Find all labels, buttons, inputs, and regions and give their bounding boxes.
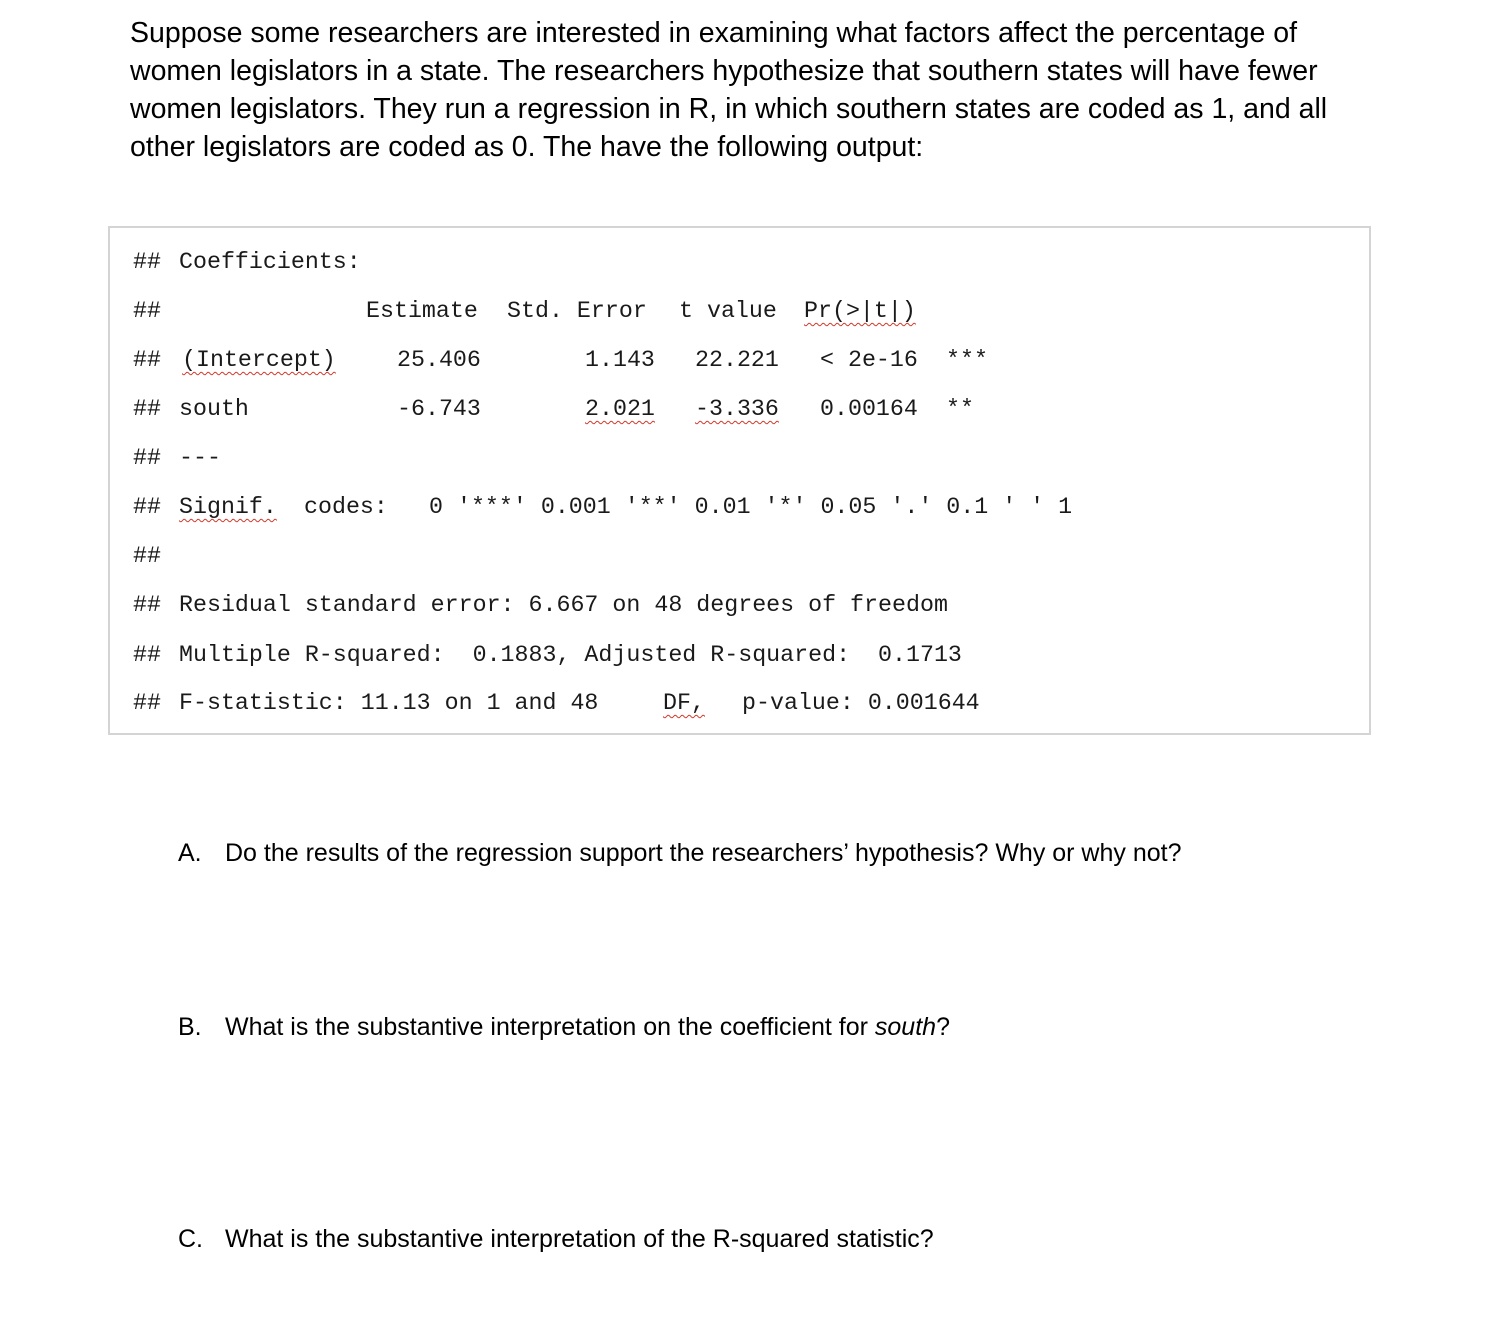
fstat-line (110, 688, 980, 718)
intro-line: Suppose some researchers are interested in examining what factors affect the percentage of (130, 17, 1298, 49)
rsquared-text: Multiple R-squared: 0.1883, Adjusted R-squared: 0.1713 (179, 642, 962, 668)
row-name: south (179, 396, 249, 422)
intro-line: other legislators are coded as 0. The have the following output: (130, 131, 924, 163)
fstat-df: DF, (663, 690, 705, 716)
comment-prefix: ## (133, 690, 161, 716)
row-t-value: -3.336 (695, 396, 779, 422)
question-text-italic: south (874, 1013, 937, 1041)
row-stars: *** (946, 347, 988, 373)
problem-statement (130, 14, 1370, 166)
comment-prefix: ## (133, 347, 161, 373)
question-text-after: ? (936, 1013, 950, 1041)
comment-prefix: ## (133, 642, 161, 668)
regression-output-box (108, 226, 1371, 735)
row-name: (Intercept) (182, 347, 336, 373)
residual-line (110, 590, 948, 620)
comment-prefix: ## (133, 249, 161, 275)
question-text-before: What is the substantive interpretation on the coefficient for (225, 1013, 875, 1041)
question-text: What is the substantive interpretation of the R-squared statistic? (225, 1225, 934, 1253)
header-line (110, 296, 916, 326)
comment-prefix: ## (133, 396, 161, 422)
separator-line (110, 443, 221, 473)
rsquared-line (110, 640, 962, 670)
comment-prefix: ## (133, 445, 161, 471)
fstat-pvalue: p-value: 0.001644 (742, 690, 980, 716)
blank-line (110, 541, 166, 571)
row-std-error: 1.143 (585, 347, 655, 373)
comment-prefix: ## (133, 494, 161, 520)
separator: --- (179, 445, 221, 471)
header-std-error: Std. Error (507, 298, 647, 324)
row-p-value: 0.00164 (820, 396, 918, 422)
question-letter: A. (178, 839, 202, 867)
signif-codes-line (110, 492, 1073, 522)
table-row (110, 394, 974, 424)
question-text: Do the results of the regression support the researchers’ hypothesis? Why or why not? (225, 839, 1182, 867)
question-letter: C. (178, 1225, 203, 1253)
row-stars: ** (946, 396, 974, 422)
residual-text: Residual standard error: 6.667 on 48 degrees of freedom (179, 592, 948, 618)
row-p-value: < 2e-16 (820, 347, 918, 373)
comment-prefix: ## (133, 298, 161, 324)
header-estimate: Estimate (366, 298, 478, 324)
signif-codes: 0 '***' 0.001 '**' 0.01 '*' 0.05 '.' 0.1 ' ' 1 (429, 494, 1073, 520)
table-row (110, 345, 988, 375)
comment-prefix: ## (133, 592, 161, 618)
header-p-value: Pr(>|t|) (804, 298, 916, 324)
row-estimate: 25.406 (397, 347, 481, 373)
question-text (225, 1011, 950, 1043)
question-letter: B. (178, 1013, 202, 1041)
codes-label: codes: (304, 494, 388, 520)
coefficients-label: Coefficients: (179, 249, 361, 275)
coefficients-line (110, 247, 361, 277)
intro-line: women legislators. They run a regression in R, in which southern states are coded as 1, and all (130, 93, 1328, 125)
signif-label: Signif. (179, 494, 277, 520)
comment-prefix: ## (133, 543, 161, 569)
row-std-error: 2.021 (585, 396, 655, 422)
header-t-value: t value (679, 298, 777, 324)
intro-line: women legislators in a state. The researchers hypothesize that southern states will have fewer (130, 55, 1318, 87)
fstat-prefix: F-statistic: 11.13 on 1 and 48 (179, 690, 599, 716)
row-t-value: 22.221 (695, 347, 779, 373)
row-estimate: -6.743 (397, 396, 481, 422)
